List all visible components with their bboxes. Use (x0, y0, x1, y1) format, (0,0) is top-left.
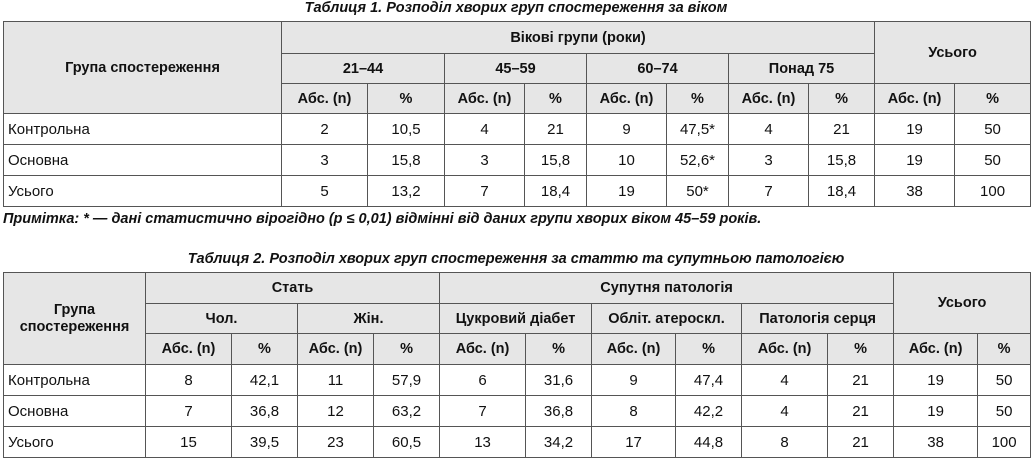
table-cell: 21 (828, 396, 894, 427)
table-cell: 57,9 (374, 365, 440, 396)
table-row (4, 114, 1031, 145)
abs-header: Абс. (n) (742, 334, 828, 365)
table-cell: 13 (440, 427, 526, 458)
pathology-heart-header: Патологія серця (742, 304, 894, 334)
age-group-header: 60–74 (587, 54, 729, 84)
abs-header: Абс. (n) (894, 334, 978, 365)
table-cell: 7 (146, 396, 232, 427)
table-cell: 36,8 (526, 396, 592, 427)
table-cell: 3 (445, 145, 525, 176)
table-cell: 19 (875, 145, 955, 176)
table-cell: 19 (875, 114, 955, 145)
table-cell: 38 (894, 427, 978, 458)
pct-header: % (525, 84, 587, 114)
abs-header: Абс. (n) (146, 334, 232, 365)
row-label: Контрольна (4, 114, 282, 145)
abs-header: Абс. (n) (282, 84, 368, 114)
table-cell: 4 (742, 365, 828, 396)
table-cell: 50 (978, 365, 1031, 396)
group-header: Група спостереження (4, 22, 282, 114)
age-distribution-table (3, 21, 1031, 207)
abs-header: Абс. (n) (298, 334, 374, 365)
table-cell: 7 (440, 396, 526, 427)
sex-pathology-table (3, 272, 1031, 458)
table-row (4, 396, 1031, 427)
abs-header: Абс. (n) (729, 84, 809, 114)
row-label: Основна (4, 145, 282, 176)
table-cell: 10 (587, 145, 667, 176)
abs-header: Абс. (n) (587, 84, 667, 114)
table-cell: 38 (875, 176, 955, 207)
table-cell: 7 (445, 176, 525, 207)
table-row (4, 176, 1031, 207)
table-cell: 18,4 (525, 176, 587, 207)
sex-female-header: Жін. (298, 304, 440, 334)
abs-header: Абс. (n) (875, 84, 955, 114)
sex-male-header: Чол. (146, 304, 298, 334)
pct-header: % (667, 84, 729, 114)
table-cell: 39,5 (232, 427, 298, 458)
table-cell: 42,2 (676, 396, 742, 427)
table-cell: 10,5 (368, 114, 445, 145)
table-cell: 9 (592, 365, 676, 396)
table-cell: 52,6* (667, 145, 729, 176)
table-cell: 3 (729, 145, 809, 176)
pct-header: % (955, 84, 1031, 114)
table-cell: 100 (955, 176, 1031, 207)
pct-header: % (809, 84, 875, 114)
table1-note: Примітка: * — дані статистично вірогідно (p ≤ 0,01) відмінні від даних групи хворих віком 45–59 років. (3, 211, 762, 227)
total-header: Усього (894, 273, 1031, 334)
table-cell: 21 (828, 427, 894, 458)
table-cell: 21 (828, 365, 894, 396)
pathology-header: Супутня патологія (440, 273, 894, 304)
age-groups-header: Вікові групи (роки) (282, 22, 875, 54)
group-header: Група спостереження (4, 273, 146, 365)
table-cell: 15 (146, 427, 232, 458)
total-header: Усього (875, 22, 1031, 84)
table-cell: 18,4 (809, 176, 875, 207)
abs-header: Абс. (n) (445, 84, 525, 114)
row-label: Основна (4, 396, 146, 427)
table-cell: 3 (282, 145, 368, 176)
table-cell: 47,5* (667, 114, 729, 145)
table-cell: 31,6 (526, 365, 592, 396)
pct-header: % (676, 334, 742, 365)
sex-header: Стать (146, 273, 440, 304)
table-row (4, 145, 1031, 176)
table-cell: 50* (667, 176, 729, 207)
table-cell: 4 (445, 114, 525, 145)
age-group-header: 21–44 (282, 54, 445, 84)
row-label: Усього (4, 176, 282, 207)
abs-header: Абс. (n) (592, 334, 676, 365)
table-cell: 21 (525, 114, 587, 145)
table-cell: 44,8 (676, 427, 742, 458)
pct-header: % (526, 334, 592, 365)
table-cell: 9 (587, 114, 667, 145)
table-cell: 8 (146, 365, 232, 396)
pct-header: % (374, 334, 440, 365)
table-cell: 12 (298, 396, 374, 427)
table-cell: 21 (809, 114, 875, 145)
pct-header: % (232, 334, 298, 365)
table-cell: 42,1 (232, 365, 298, 396)
table-cell: 2 (282, 114, 368, 145)
table-cell: 47,4 (676, 365, 742, 396)
pathology-atherosclerosis-header: Обліт. атероскл. (592, 304, 742, 334)
table-cell: 50 (955, 145, 1031, 176)
age-group-header: 45–59 (445, 54, 587, 84)
table-cell: 6 (440, 365, 526, 396)
table-cell: 8 (742, 427, 828, 458)
table-cell: 8 (592, 396, 676, 427)
table-cell: 34,2 (526, 427, 592, 458)
table2-caption: Таблиця 2. Розподіл хворих груп спостереження за статтю та супутньою патологією (187, 251, 845, 267)
pct-header: % (978, 334, 1031, 365)
pct-header: % (368, 84, 445, 114)
table-cell: 23 (298, 427, 374, 458)
table1-caption: Таблиця 1. Розподіл хворих груп спостереження за віком (304, 0, 728, 16)
pathology-diabetes-header: Цукровий діабет (440, 304, 592, 334)
table-cell: 60,5 (374, 427, 440, 458)
table-cell: 17 (592, 427, 676, 458)
row-label: Контрольна (4, 365, 146, 396)
pct-header: % (828, 334, 894, 365)
table-row (4, 365, 1031, 396)
abs-header: Абс. (n) (440, 334, 526, 365)
table-cell: 50 (978, 396, 1031, 427)
table-cell: 4 (742, 396, 828, 427)
table-cell: 15,8 (368, 145, 445, 176)
table-cell: 100 (978, 427, 1031, 458)
table-cell: 11 (298, 365, 374, 396)
table-cell: 50 (955, 114, 1031, 145)
table-row (4, 427, 1031, 458)
table-cell: 15,8 (525, 145, 587, 176)
table-cell: 19 (894, 396, 978, 427)
table-cell: 13,2 (368, 176, 445, 207)
table-cell: 5 (282, 176, 368, 207)
table-cell: 19 (894, 365, 978, 396)
age-group-header: Понад 75 (729, 54, 875, 84)
table-cell: 19 (587, 176, 667, 207)
table-cell: 36,8 (232, 396, 298, 427)
table-cell: 15,8 (809, 145, 875, 176)
row-label: Усього (4, 427, 146, 458)
table-cell: 7 (729, 176, 809, 207)
table-cell: 4 (729, 114, 809, 145)
table-cell: 63,2 (374, 396, 440, 427)
